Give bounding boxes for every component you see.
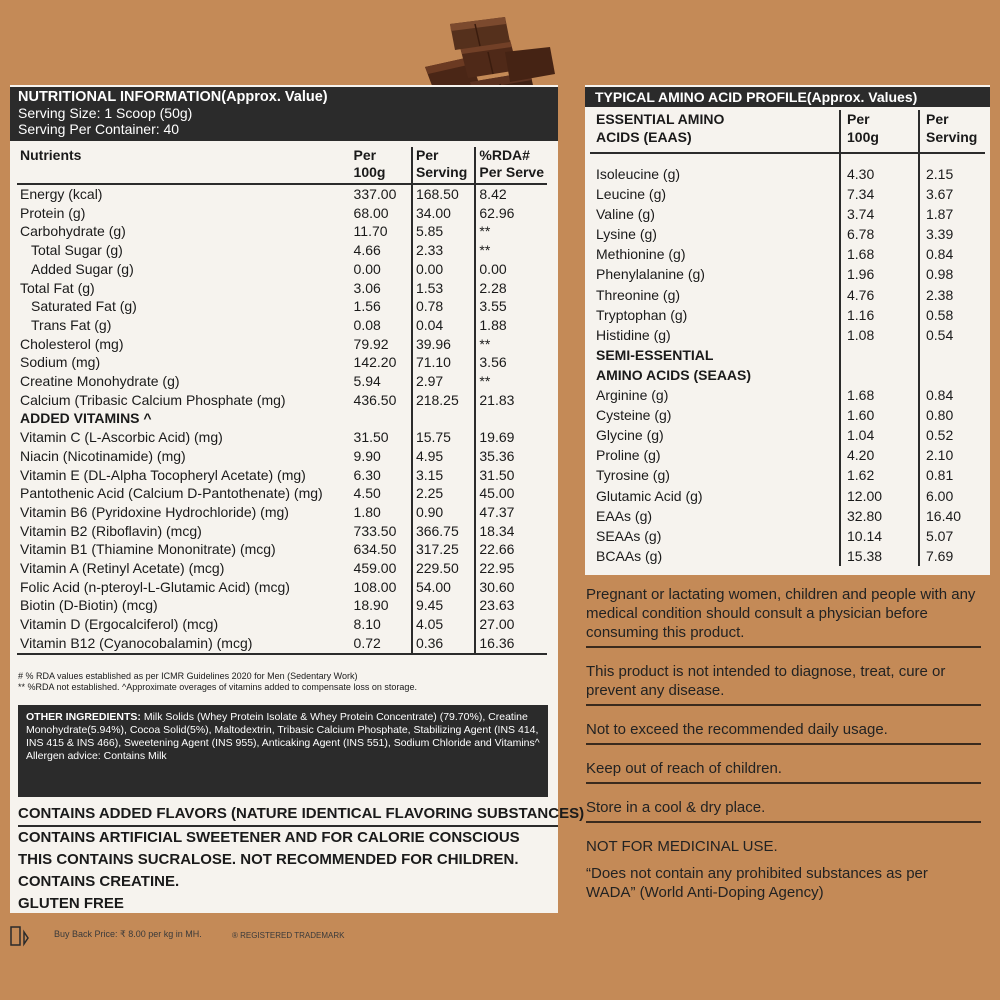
nutrient-rda: 21.83 xyxy=(479,391,515,408)
nutrient-perserving: 39.96 xyxy=(412,335,475,354)
nutrient-per100g: 108.00 xyxy=(351,578,412,597)
nutrient-per100g: 18.90 xyxy=(351,596,412,615)
amino-row xyxy=(590,224,985,244)
nutrient-name: Protein (g) xyxy=(20,204,86,221)
amino-per100g: 1.16 xyxy=(840,305,919,325)
nutrient-per100g: 4.66 xyxy=(351,241,412,260)
amino-title: TYPICAL AMINO ACID PROFILE(Approx. Values) xyxy=(585,87,990,107)
nutrient-row xyxy=(17,372,547,391)
nutrient-perserving: 0.78 xyxy=(412,297,475,316)
semi-essential-heading xyxy=(590,345,985,365)
nutrient-perserving: 34.00 xyxy=(412,204,475,223)
amino-name: Leucine (g) xyxy=(590,184,840,204)
nutrient-name: Pantothenic Acid (Calcium D-Pantothenate) (mg) xyxy=(20,485,323,502)
nutrient-per100g: 11.70 xyxy=(351,222,412,241)
amino-name: Glutamic Acid (g) xyxy=(590,486,840,506)
amino-per100g: 4.30 xyxy=(840,164,919,184)
amino-name: Proline (g) xyxy=(590,445,840,465)
nutrient-perserving: 15.75 xyxy=(412,428,475,447)
nutrient-perserving: 4.05 xyxy=(412,615,475,634)
nutrient-perserving: 0.00 xyxy=(412,260,475,279)
amino-per100g: 1.62 xyxy=(840,465,919,485)
amino-per100g: 4.76 xyxy=(840,285,919,305)
amino-row xyxy=(590,184,985,204)
nutrient-rda: 22.66 xyxy=(479,541,515,558)
nutrient-name: Vitamin D (Ergocalciferol) (mcg) xyxy=(20,616,219,633)
nutrient-name: Energy (kcal) xyxy=(20,186,103,202)
recycle-icon xyxy=(10,926,32,948)
nutrient-per100g: 634.50 xyxy=(351,540,412,559)
nutrient-per100g: 8.10 xyxy=(351,615,412,634)
col-nutrients: Nutrients xyxy=(17,147,351,184)
nutrient-name: Added Sugar (g) xyxy=(31,260,134,277)
advisory-statements xyxy=(586,585,981,910)
amino-name: SEAAs (g) xyxy=(590,526,840,546)
amino-per100g: 32.80 xyxy=(840,506,919,526)
nutrient-rda: 47.37 xyxy=(479,503,515,520)
advisory-statement: Store in a cool & dry place. xyxy=(586,798,981,823)
nutrient-per100g: 9.90 xyxy=(351,447,412,466)
amino-row xyxy=(590,204,985,224)
claim-creatine: CONTAINS CREATINE. xyxy=(18,873,180,890)
registered-trademark: ® REGISTERED TRADEMARK xyxy=(232,931,345,940)
nutrient-per100g: 79.92 xyxy=(351,335,412,354)
nutrient-rda: ** xyxy=(479,242,491,259)
nutrient-name: Vitamin C (L-Ascorbic Acid) (mg) xyxy=(20,429,223,446)
semi-essential-title: AMINO ACIDS (SEAAS) xyxy=(590,365,840,385)
amino-name: Glycine (g) xyxy=(590,425,840,445)
nutrient-name: Folic Acid (n-pteroyl-L-Glutamic Acid) (mcg) xyxy=(20,578,290,595)
advisory-statement: NOT FOR MEDICINAL USE. xyxy=(586,838,778,855)
nutrient-perserving: 2.25 xyxy=(412,484,475,503)
amino-per100g: 3.74 xyxy=(840,204,919,224)
advisory-statement: Not to exceed the recommended daily usage. xyxy=(586,720,981,745)
amino-row xyxy=(590,244,985,264)
nutrient-per100g xyxy=(351,409,412,428)
nutrient-row xyxy=(17,559,547,578)
amino-perserving: 7.69 xyxy=(926,547,954,564)
nutrient-name: Vitamin B2 (Riboflavin) (mcg) xyxy=(20,522,202,539)
nutrient-row xyxy=(17,615,547,634)
claim-sucralose: THIS CONTAINS SUCRALOSE. NOT RECOMMENDED FOR CHILDREN. xyxy=(18,851,519,868)
amino-per100g: 1.60 xyxy=(840,405,919,425)
amino-perserving: 3.67 xyxy=(926,186,954,203)
amino-row xyxy=(590,405,985,425)
amino-perserving: 0.58 xyxy=(926,306,954,323)
nutrient-per100g: 0.00 xyxy=(351,260,412,279)
nutrient-rda xyxy=(475,409,547,428)
nutrient-row xyxy=(17,578,547,597)
empty-cell xyxy=(840,345,919,365)
nutrient-name: Carbohydrate (g) xyxy=(20,223,126,240)
nutrient-row xyxy=(17,184,547,204)
nutrient-name: Trans Fat (g) xyxy=(31,316,112,333)
ingredients-label: OTHER INGREDIENTS: xyxy=(26,711,141,723)
allergen-advice: Allergen advice: Contains Milk xyxy=(26,750,167,762)
amino-per100g: 15.38 xyxy=(840,546,919,566)
amino-table xyxy=(590,110,985,566)
nutrient-name: Vitamin B6 (Pyridoxine Hydrochloride) (mg) xyxy=(20,503,289,520)
advisory-statement: Pregnant or lactating women, children and people with any medical condition should consult a physician before consuming this product. xyxy=(586,585,981,648)
nutrient-per100g: 337.00 xyxy=(351,184,412,204)
empty-cell xyxy=(919,365,985,385)
spacer-cell xyxy=(590,153,840,164)
nutrient-per100g: 459.00 xyxy=(351,559,412,578)
amino-perserving: 0.54 xyxy=(926,326,954,343)
nutrient-per100g: 142.20 xyxy=(351,353,412,372)
nutrient-row xyxy=(17,353,547,372)
amino-perserving: 5.07 xyxy=(926,527,954,544)
amino-name: Histidine (g) xyxy=(590,325,840,345)
claim-gluten-free: GLUTEN FREE xyxy=(18,895,124,912)
amino-perserving: 1.87 xyxy=(926,206,954,223)
col-rda: %RDA# Per Serve xyxy=(475,147,547,184)
amino-row xyxy=(590,325,985,345)
amino-perserving: 2.38 xyxy=(926,286,954,303)
amino-per100g: 1.68 xyxy=(840,244,919,264)
nutrient-perserving: 2.97 xyxy=(412,372,475,391)
amino-per100g: 4.20 xyxy=(840,445,919,465)
nutrient-row xyxy=(17,335,547,354)
semi-essential-title: SEMI-ESSENTIAL xyxy=(590,345,840,365)
nutrient-perserving: 366.75 xyxy=(412,522,475,541)
nutrient-row xyxy=(17,241,547,260)
amino-name: Methionine (g) xyxy=(590,244,840,264)
amino-per100g: 1.96 xyxy=(840,264,919,284)
claim-flavors: CONTAINS ADDED FLAVORS (NATURE IDENTICAL FLAVORING SUBSTANCES) xyxy=(18,803,558,827)
amino-name: Cysteine (g) xyxy=(590,405,840,425)
nutrient-per100g: 68.00 xyxy=(351,204,412,223)
bottom-info-strip xyxy=(0,910,558,960)
nutrient-perserving: 5.85 xyxy=(412,222,475,241)
amino-perserving: 0.84 xyxy=(926,246,954,263)
other-ingredients-box xyxy=(18,705,548,797)
nutrient-per100g: 733.50 xyxy=(351,522,412,541)
amino-name: Lysine (g) xyxy=(590,224,840,244)
amino-per100g: 1.68 xyxy=(840,385,919,405)
amino-name: Phenylalanine (g) xyxy=(590,264,840,284)
nutrient-rda: 3.56 xyxy=(479,354,507,371)
amino-perserving: 0.84 xyxy=(926,387,954,404)
nutrient-row xyxy=(17,503,547,522)
amino-row xyxy=(590,385,985,405)
nutrient-rda: 18.34 xyxy=(479,522,515,539)
empty-cell xyxy=(840,365,919,385)
nutrient-row xyxy=(17,391,547,410)
amino-name: Tryptophan (g) xyxy=(590,305,840,325)
nutrient-row xyxy=(17,522,547,541)
nutrient-name: Vitamin A (Retinyl Acetate) (mcg) xyxy=(20,560,225,577)
nutrient-name: Vitamin E (DL-Alpha Tocopheryl Acetate) (mg) xyxy=(20,466,306,483)
nutrient-per100g: 436.50 xyxy=(351,391,412,410)
nutrient-per100g: 31.50 xyxy=(351,428,412,447)
servings-per-container: Serving Per Container: 40 xyxy=(18,121,180,137)
serving-size: Serving Size: 1 Scoop (50g) xyxy=(18,105,193,121)
nutrient-row xyxy=(17,596,547,615)
nutrient-perserving: 54.00 xyxy=(412,578,475,597)
amino-name: Valine (g) xyxy=(590,204,840,224)
nutrient-rda: ** xyxy=(479,223,491,240)
amino-row xyxy=(590,264,985,284)
amino-perserving: 0.98 xyxy=(926,266,954,283)
amino-name: BCAAs (g) xyxy=(590,546,840,566)
amino-perserving: 3.39 xyxy=(926,226,954,243)
col-amino-perserving: Per Serving xyxy=(919,110,985,153)
nutrient-rda: 2.28 xyxy=(479,279,507,296)
nutrient-per100g: 1.56 xyxy=(351,297,412,316)
amino-perserving: 0.81 xyxy=(926,467,954,484)
footnote-not-established: ** %RDA not established. ^Approximate overages of vitamins added to compensate loss on storage. xyxy=(18,682,417,692)
nutrient-rda: 23.63 xyxy=(479,597,515,614)
amino-row xyxy=(590,164,985,184)
nutrient-perserving: 229.50 xyxy=(412,559,475,578)
nutrient-row xyxy=(17,634,547,654)
col-eaas: ESSENTIAL AMINO ACIDS (EAAS) xyxy=(590,110,840,153)
nutrient-per100g: 5.94 xyxy=(351,372,412,391)
amino-name: EAAs (g) xyxy=(590,506,840,526)
nutrient-name: Total Sugar (g) xyxy=(31,242,123,259)
ingredients-text: Milk Solids (Whey Protein Isolate & Whey Protein Concentrate) (79.70%), Creatine Monohydrate(5.94%), Cocoa Solid(5%), Maltodextrin, Tribasic Calcium Phosphate, Stabilizing Agent (INS 414, INS 415 & INS 466), Sweetening Agent (INS 955), Anticaking Agent (INS 551), Sodium Chloride and Vitamins^ xyxy=(26,711,540,749)
amino-name: Arginine (g) xyxy=(590,385,840,405)
col-amino-per100g: Per 100g xyxy=(840,110,919,153)
advisory-statement: “Does not contain any prohibited substances as per WADA” (World Anti-Doping Agency) xyxy=(586,865,928,901)
nutrient-name: Niacin (Nicotinamide) (mg) xyxy=(20,447,186,464)
nutrient-name: ADDED VITAMINS ^ xyxy=(20,410,152,427)
amino-row xyxy=(590,526,985,546)
amino-perserving: 0.52 xyxy=(926,427,954,444)
amino-perserving: 0.80 xyxy=(926,407,954,424)
col-per100g: Per 100g xyxy=(351,147,412,184)
nutrient-row xyxy=(17,484,547,503)
nutrient-rda: 62.96 xyxy=(479,204,515,221)
nutrient-per100g: 4.50 xyxy=(351,484,412,503)
nutrient-perserving: 0.36 xyxy=(412,634,475,654)
nutrient-perserving: 168.50 xyxy=(412,184,475,204)
amino-row xyxy=(590,305,985,325)
nutrient-perserving: 0.90 xyxy=(412,503,475,522)
amino-row xyxy=(590,425,985,445)
nutrient-row xyxy=(17,447,547,466)
nutrient-perserving: 0.04 xyxy=(412,316,475,335)
amino-per100g: 12.00 xyxy=(840,486,919,506)
nutrient-row xyxy=(17,540,547,559)
amino-perserving: 16.40 xyxy=(926,507,962,524)
footnote-rda: # % RDA values established as per ICMR Guidelines 2020 for Men (Sedentary Work) xyxy=(18,671,358,681)
nutrient-rda: 31.50 xyxy=(479,466,515,483)
nutrition-panel xyxy=(10,85,585,913)
buy-back-price: Buy Back Price: ₹ 8.00 per kg in MH. xyxy=(54,929,202,939)
nutrient-row xyxy=(17,204,547,223)
amino-perserving: 6.00 xyxy=(926,487,954,504)
nutrient-row xyxy=(17,297,547,316)
nutrient-name: Sodium (mg) xyxy=(20,354,101,371)
nutrient-row xyxy=(17,428,547,447)
amino-row xyxy=(590,465,985,485)
nutrient-perserving: 1.53 xyxy=(412,279,475,298)
nutrient-rda: ** xyxy=(479,335,491,352)
nutrient-rda: 8.42 xyxy=(479,186,507,202)
amino-spacer xyxy=(590,153,985,164)
nutrient-rda: 16.36 xyxy=(475,634,547,654)
col-perserving: Per Serving xyxy=(412,147,475,184)
nutrient-name: Calcium (Tribasic Calcium Phosphate (mg) xyxy=(20,391,286,408)
nutrient-name: Biotin (D-Biotin) (mcg) xyxy=(20,597,158,614)
nutrient-name: Saturated Fat (g) xyxy=(31,298,137,315)
nutrition-header xyxy=(10,87,558,141)
nutrient-perserving: 3.15 xyxy=(412,466,475,485)
nutrient-rda: 30.60 xyxy=(479,578,515,595)
nutrient-per100g: 0.72 xyxy=(351,634,412,654)
amino-name: Tyrosine (g) xyxy=(590,465,840,485)
nutrition-title: NUTRITIONAL INFORMATION(Approx. Value) xyxy=(18,89,328,105)
spacer-cell xyxy=(919,153,985,164)
nutrition-table xyxy=(17,147,547,655)
nutrient-per100g: 0.08 xyxy=(351,316,412,335)
claim-sweetener: CONTAINS ARTIFICIAL SWEETENER AND FOR CALORIE CONSCIOUS xyxy=(18,829,520,846)
nutrient-perserving: 71.10 xyxy=(412,353,475,372)
amino-per100g: 1.08 xyxy=(840,325,919,345)
amino-row xyxy=(590,506,985,526)
nutrient-name: Vitamin B12 (Cyanocobalamin) (mcg) xyxy=(17,634,351,654)
product-claims xyxy=(18,803,585,915)
nutrient-rda: 19.69 xyxy=(479,429,515,446)
nutrient-rda: ** xyxy=(479,373,491,390)
nutrition-footnotes xyxy=(18,671,548,693)
nutrient-row xyxy=(17,466,547,485)
nutrient-rda: 0.00 xyxy=(479,260,507,277)
nutrient-name: Vitamin B1 (Thiamine Mononitrate) (mcg) xyxy=(20,541,276,558)
nutrient-perserving: 9.45 xyxy=(412,596,475,615)
nutrient-perserving: 4.95 xyxy=(412,447,475,466)
amino-per100g: 6.78 xyxy=(840,224,919,244)
nutrient-per100g: 6.30 xyxy=(351,466,412,485)
nutrient-name: Cholesterol (mg) xyxy=(20,335,124,352)
nutrient-per100g: 3.06 xyxy=(351,279,412,298)
nutrient-per100g: 1.80 xyxy=(351,503,412,522)
amino-per100g: 7.34 xyxy=(840,184,919,204)
nutrient-row xyxy=(17,222,547,241)
nutrient-row xyxy=(17,409,547,428)
nutrient-row xyxy=(17,260,547,279)
amino-perserving: 2.10 xyxy=(926,447,954,464)
nutrient-row xyxy=(17,279,547,298)
amino-row xyxy=(590,445,985,465)
semi-essential-heading xyxy=(590,365,985,385)
nutrient-rda: 45.00 xyxy=(479,485,515,502)
empty-cell xyxy=(919,345,985,365)
amino-row xyxy=(590,486,985,506)
amino-perserving: 2.15 xyxy=(926,166,954,182)
amino-per100g: 1.04 xyxy=(840,425,919,445)
nutrient-perserving: 2.33 xyxy=(412,241,475,260)
nutrient-perserving xyxy=(412,409,475,428)
amino-acid-panel xyxy=(585,85,990,575)
nutrient-name: Total Fat (g) xyxy=(20,279,95,296)
amino-per100g: 10.14 xyxy=(840,526,919,546)
amino-name: Isoleucine (g) xyxy=(590,164,840,184)
nutrient-perserving: 218.25 xyxy=(412,391,475,410)
amino-name: Threonine (g) xyxy=(590,285,840,305)
nutrient-row xyxy=(17,316,547,335)
advisory-statement: Keep out of reach of children. xyxy=(586,759,981,784)
nutrient-rda: 3.55 xyxy=(479,298,507,315)
nutrient-name: Creatine Monohydrate (g) xyxy=(20,373,180,390)
nutrient-rda: 27.00 xyxy=(479,616,515,633)
nutrient-rda: 35.36 xyxy=(479,447,515,464)
amino-row xyxy=(590,546,985,566)
nutrient-perserving: 317.25 xyxy=(412,540,475,559)
spacer-cell xyxy=(840,153,919,164)
nutrient-rda: 1.88 xyxy=(479,316,507,333)
amino-row xyxy=(590,285,985,305)
advisory-statement: This product is not intended to diagnose, treat, cure or prevent any disease. xyxy=(586,662,981,706)
nutrient-rda: 22.95 xyxy=(479,560,515,577)
